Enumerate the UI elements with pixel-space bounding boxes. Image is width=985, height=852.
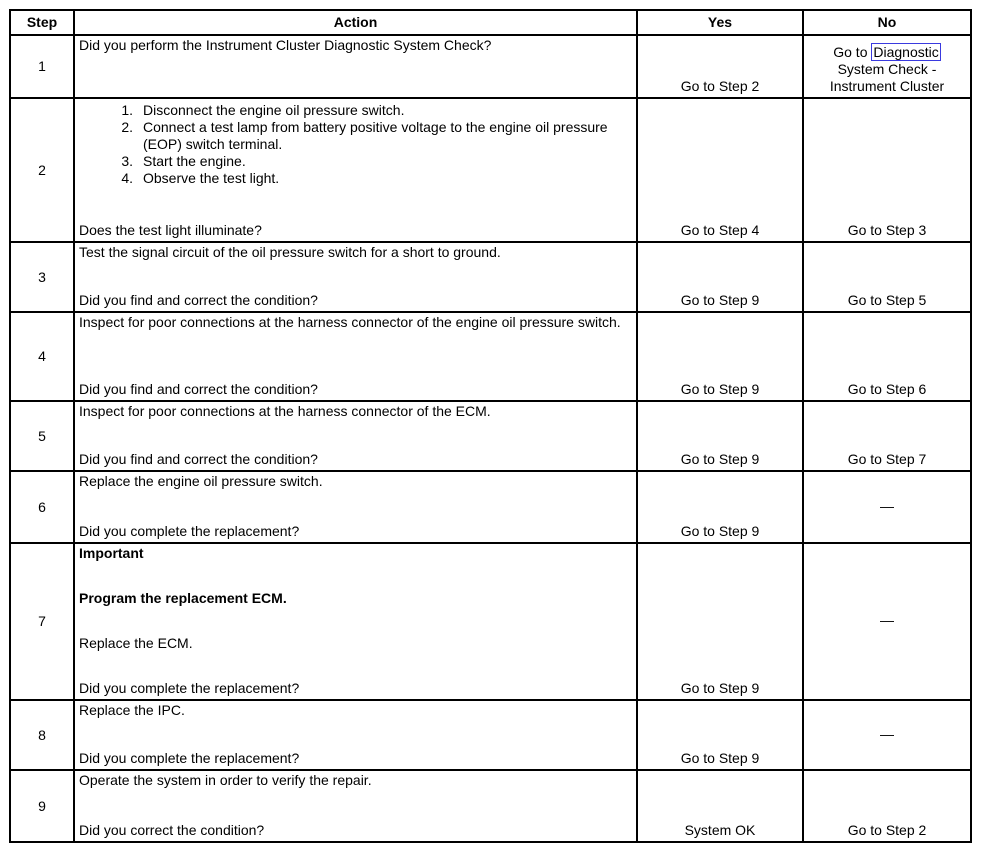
list-item: 3. Start the engine.	[121, 153, 246, 169]
list-item: 4. Observe the test light.	[121, 170, 280, 186]
list-item: 1. Disconnect the engine oil pressure switch.	[121, 102, 405, 118]
yes-result: Go to Step 9	[637, 242, 803, 312]
no-result: Go to Step 3	[803, 98, 971, 242]
action-cell	[74, 98, 637, 242]
diagnostic-table	[9, 9, 972, 843]
table-row-step-4	[10, 312, 971, 401]
no-result: Go to Step 2	[803, 770, 971, 842]
action-question: Did you complete the replacement?	[79, 523, 300, 539]
procedure-list	[79, 102, 632, 187]
action-cell	[74, 312, 637, 401]
header-no: No	[803, 10, 971, 35]
step-number: 9	[10, 770, 74, 842]
action-text: Inspect for poor connections at the harness connector of the engine oil pressure switch.	[79, 314, 621, 330]
action-cell	[74, 471, 637, 543]
no-result-dash: —	[803, 700, 971, 770]
table-row-step-3	[10, 242, 971, 312]
important-label: Important	[79, 545, 144, 561]
table-row-step-2	[10, 98, 971, 242]
yes-result: Go to Step 9	[637, 543, 803, 700]
diagnostic-link[interactable]: Diagnostic	[873, 44, 939, 60]
action-text: Did you perform the Instrument Cluster Diagnostic System Check?	[79, 37, 492, 53]
table-row-step-5	[10, 401, 971, 471]
no-line2: System Check -	[837, 61, 937, 77]
action-cell	[74, 700, 637, 770]
step-number: 4	[10, 312, 74, 401]
step-number: 2	[10, 98, 74, 242]
no-result-dash: —	[803, 471, 971, 543]
action-cell	[74, 401, 637, 471]
yes-result: Go to Step 9	[637, 401, 803, 471]
table-row-step-9	[10, 770, 971, 842]
action-text: Replace the IPC.	[79, 702, 185, 718]
action-text: Operate the system in order to verify the repair.	[79, 772, 372, 788]
list-item: 2. Connect a test lamp from battery positive voltage to the engine oil pressure (EOP) switch terminal.	[121, 119, 608, 152]
action-question: Did you complete the replacement?	[79, 750, 300, 766]
table-row-step-8	[10, 700, 971, 770]
yes-result: Go to Step 2	[637, 35, 803, 98]
no-result: Go to Step 5	[803, 242, 971, 312]
header-step: Step	[10, 10, 74, 35]
action-question: Did you find and correct the condition?	[79, 451, 318, 467]
action-text: Inspect for poor connections at the harness connector of the ECM.	[79, 403, 491, 419]
no-result-dash: —	[803, 543, 971, 700]
step-number: 8	[10, 700, 74, 770]
action-text: Replace the ECM.	[79, 635, 193, 651]
step-number: 1	[10, 35, 74, 98]
action-question: Did you find and correct the condition?	[79, 292, 318, 308]
important-note: Program the replacement ECM.	[79, 590, 287, 606]
header-row	[10, 10, 971, 35]
action-cell	[74, 35, 637, 98]
header-action: Action	[74, 10, 637, 35]
step-number: 6	[10, 471, 74, 543]
action-cell	[74, 770, 637, 842]
action-question: Did you complete the replacement?	[79, 680, 300, 696]
step-number: 5	[10, 401, 74, 471]
no-result: Go to Step 7	[803, 401, 971, 471]
step-number: 7	[10, 543, 74, 700]
yes-result: Go to Step 9	[637, 700, 803, 770]
step-number: 3	[10, 242, 74, 312]
action-question: Did you find and correct the condition?	[79, 381, 318, 397]
no-line3: Instrument Cluster	[829, 78, 945, 94]
table-row-step-6	[10, 471, 971, 543]
action-cell	[74, 543, 637, 700]
table-row-step-1	[10, 35, 971, 98]
table-row-step-7	[10, 543, 971, 700]
action-text: Test the signal circuit of the oil pressure switch for a short to ground.	[79, 244, 501, 260]
no-result: Go to Step 6	[803, 312, 971, 401]
action-text: Replace the engine oil pressure switch.	[79, 473, 323, 489]
action-cell	[74, 242, 637, 312]
yes-result: Go to Step 9	[637, 471, 803, 543]
action-question: Did you correct the condition?	[79, 822, 265, 838]
yes-result: System OK	[637, 770, 803, 842]
yes-result: Go to Step 9	[637, 312, 803, 401]
yes-result: Go to Step 4	[637, 98, 803, 242]
action-question: Does the test light illuminate?	[79, 222, 262, 238]
no-result	[803, 35, 971, 98]
header-yes: Yes	[637, 10, 803, 35]
no-prefix: Go to	[833, 44, 872, 60]
